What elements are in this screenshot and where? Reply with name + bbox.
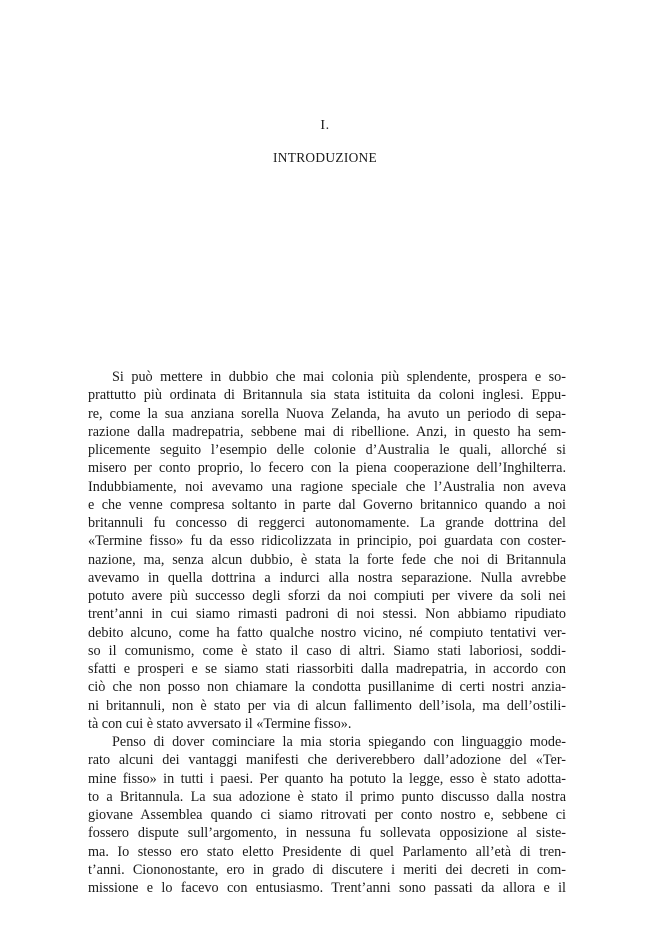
text-line: trent’anni in cui siamo rimasti padroni di noi stessi. Non abbiamo ripudiato xyxy=(88,606,566,623)
text-line: ni britannuli, non è stato per via di alcun fallimento dell’isola, ma dell’ostili- xyxy=(88,697,566,714)
text-line: tà con cui è stato avversato il «Termine fisso». xyxy=(88,715,352,732)
text-line: t’anni. Ciononostante, ero in grado di discutere i meriti dei decreti in com- xyxy=(88,861,566,878)
text-line: potuto avere più successo degli sforzi da noi compiuti per vivere da soli nei xyxy=(88,588,566,604)
text-line: razione dalla madrepatria, sebbene mai di ribellione. Anzi, in questo ha sem- xyxy=(88,423,566,440)
chapter-number: I. xyxy=(320,118,330,133)
text-line: «Termine fisso» fu da esso ridicolizzata in principio, poi guardata con coster- xyxy=(88,533,566,550)
text-line: avevamo in quella dottrina a indurci alla nostra separazione. Nulla avrebbe xyxy=(88,569,566,586)
text-line: prattutto più ordinata di Britannula sia stata istituita da coloni inglesi. Eppu- xyxy=(88,387,566,404)
text-line: plicemente seguito l’esempio delle colonie d’Australia le quali, allorché si xyxy=(88,442,566,458)
text-line: so il comunismo, come è stato il caso di altri. Siamo stati laboriosi, soddi- xyxy=(88,642,566,659)
text-line: to a Britannula. La sua adozione è stato il primo punto discusso dalla nostra xyxy=(88,788,566,805)
text-line: Penso di dover cominciare la mia storia spiegando con linguaggio mode- xyxy=(112,734,566,750)
text-line: Si può mettere in dubbio che mai colonia più splendente, prospera e so- xyxy=(112,369,566,385)
text-line: Indubbiamente, noi avevamo una ragione speciale che l’Australia non aveva xyxy=(88,478,566,495)
text-line: ciò che non posso non chiamare la condotta pusillanime di certi nostri anzia- xyxy=(88,679,566,696)
text-line: e che venne compresa soltanto in parte dal Governo britannico quando a noi xyxy=(88,496,566,513)
text-line: nazione, ma, senza alcun dubbio, è stata la forte fede che noi di Britannula xyxy=(88,551,566,568)
text-line: fossero dispute sull’argomento, in nessuna fu sollevata opposizione al siste- xyxy=(88,825,566,842)
chapter-title: INTRODUZIONE xyxy=(272,150,377,165)
text-line: re, come la sua anziana sorella Nuova Zelanda, ha avuto un periodo di sepa- xyxy=(88,405,566,422)
text-line: ma. Io stesso ero stato eletto Presidente di quel Parlamento all’età di tren- xyxy=(88,843,566,860)
text-line: mine fisso» in tutti i paesi. Per quanto ha potuto la legge, esso è stato adotta- xyxy=(88,770,566,787)
text-line: missione e lo facevo con entusiasmo. Trent’anni sono passati da allora e il xyxy=(88,880,566,896)
text-line: britannuli fu concesso di reggerci autonomamente. La grande dottrina del xyxy=(88,515,566,531)
text-line: sfatti e prosperi e se siamo stati riassorbiti dalla madrepatria, in accordo con xyxy=(88,661,566,677)
text-line: giovane Assemblea quando ci siamo ritrovati per conto nostro e, sebbene ci xyxy=(88,807,566,823)
body-text xyxy=(88,368,566,897)
text-line: rato alcuni dei vantaggi manifesti che deriverebbero dall’adozione del «Ter- xyxy=(88,752,566,769)
text-line: misero per conto proprio, lo fecero con la piena cooperazione dell’Inghilterra. xyxy=(88,460,566,477)
text-line: debito alcuno, come ha fatto qualche nostro vicino, né compiuto tentativi ver- xyxy=(88,624,566,641)
